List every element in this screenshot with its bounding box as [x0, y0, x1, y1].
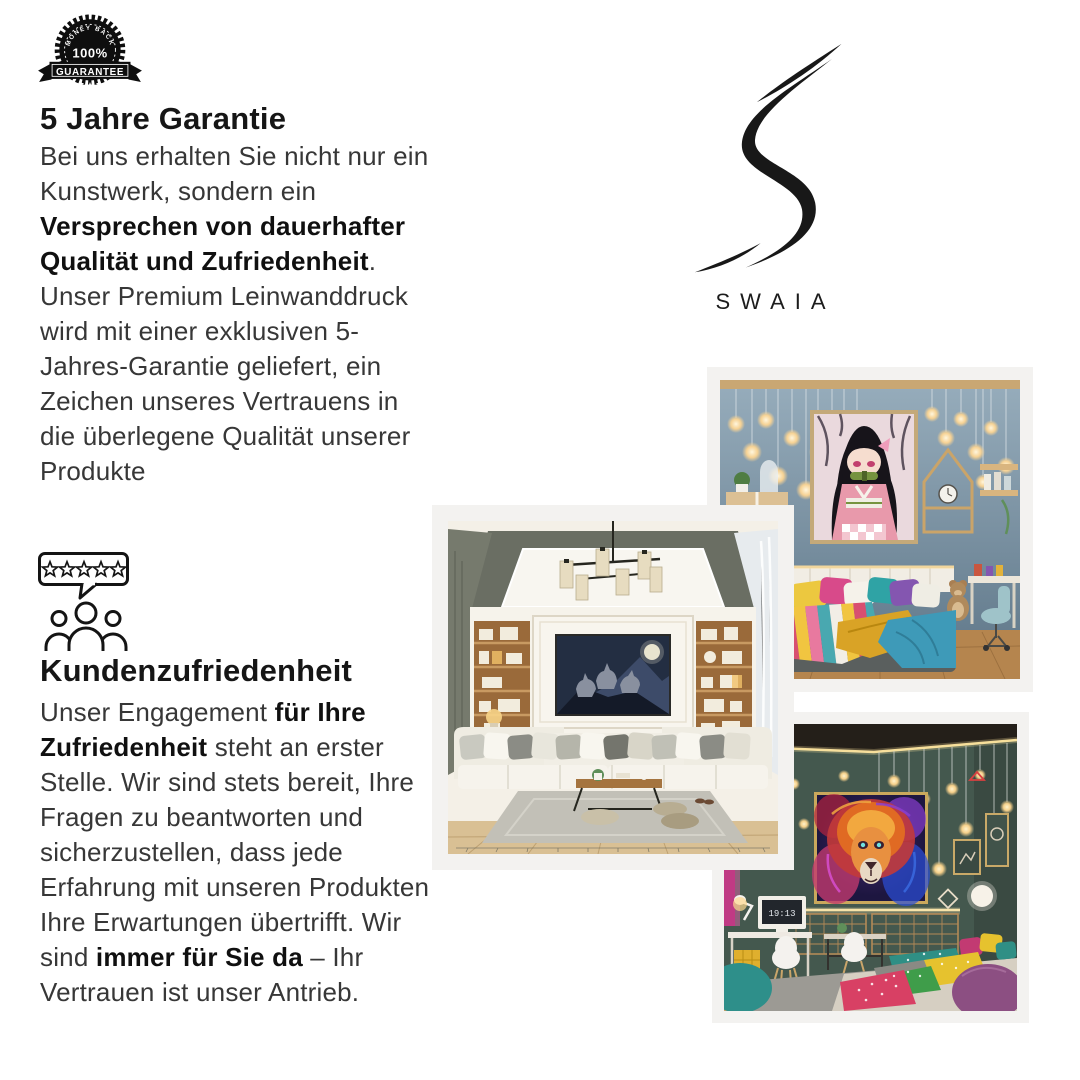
text-segment: Unser Engagement: [40, 697, 275, 727]
living-room-scene: [448, 521, 778, 854]
sofa-pillows: [459, 732, 751, 760]
guarantee-paragraph: [40, 139, 434, 489]
text-segment: steht an erster Stelle. Wir sind stets bereit, Ihre Fragen zu beantworten und sicherzustellen, dass jede Erfahrung mit unseren Produkten Ihre Erwartungen übertrifft. Wir sind: [40, 732, 430, 972]
badge-center-text: 100%: [72, 45, 108, 61]
badge-arc-label: MONEY BACK: [64, 24, 116, 48]
text-segment-bold: Versprechen von dauerhafter Qualität und Zufriedenheit: [40, 211, 406, 276]
guarantee-heading: 5 Jahre Garantie: [40, 101, 287, 136]
brand-wordmark: SWAIA: [715, 289, 836, 314]
wolves-canvas-art: [555, 634, 671, 716]
brand-logo: [648, 42, 893, 315]
living-room-wolves-canvas-photo: [432, 505, 794, 870]
satisfaction-paragraph: [40, 695, 434, 1010]
badge-banner-text: GUARANTEE: [55, 66, 125, 78]
badge-stars: [78, 81, 101, 89]
satisfaction-heading: Kundenzufriedenheit: [40, 653, 353, 688]
text-segment-bold: immer für Sie da: [95, 942, 303, 972]
text-segment: – Ihr Vertrauen ist unser Antrieb.: [40, 942, 364, 1007]
bubble-tail: [80, 584, 97, 599]
anime-canvas-art: [810, 410, 918, 544]
table-lamp: [486, 709, 502, 725]
customer-five-star-review-icon: [36, 550, 136, 654]
text-segment: . Unser Premium Leinwanddruck wird mit einer exklusiven 5-Jahres-Garantie geliefert, ein Zeichen unseres Vertrauens in die überlegene Qualität unserer Produkte: [40, 246, 411, 486]
floor-cushion: [581, 809, 619, 825]
money-back-guarantee-seal-icon: [36, 8, 144, 100]
lion-canvas-art: [812, 792, 930, 906]
text-segment-bold: für Ihre Zufriedenheit: [40, 697, 366, 762]
swaia-s-calligraphy-logo-icon: [691, 42, 851, 277]
text-segment: Bei uns erhalten Sie nicht nur ein Kunstwerk, sondern ein: [40, 141, 429, 206]
floor-cushion: [661, 813, 699, 829]
monitor-clock: 19:13: [768, 909, 796, 919]
people-group: [46, 603, 126, 651]
